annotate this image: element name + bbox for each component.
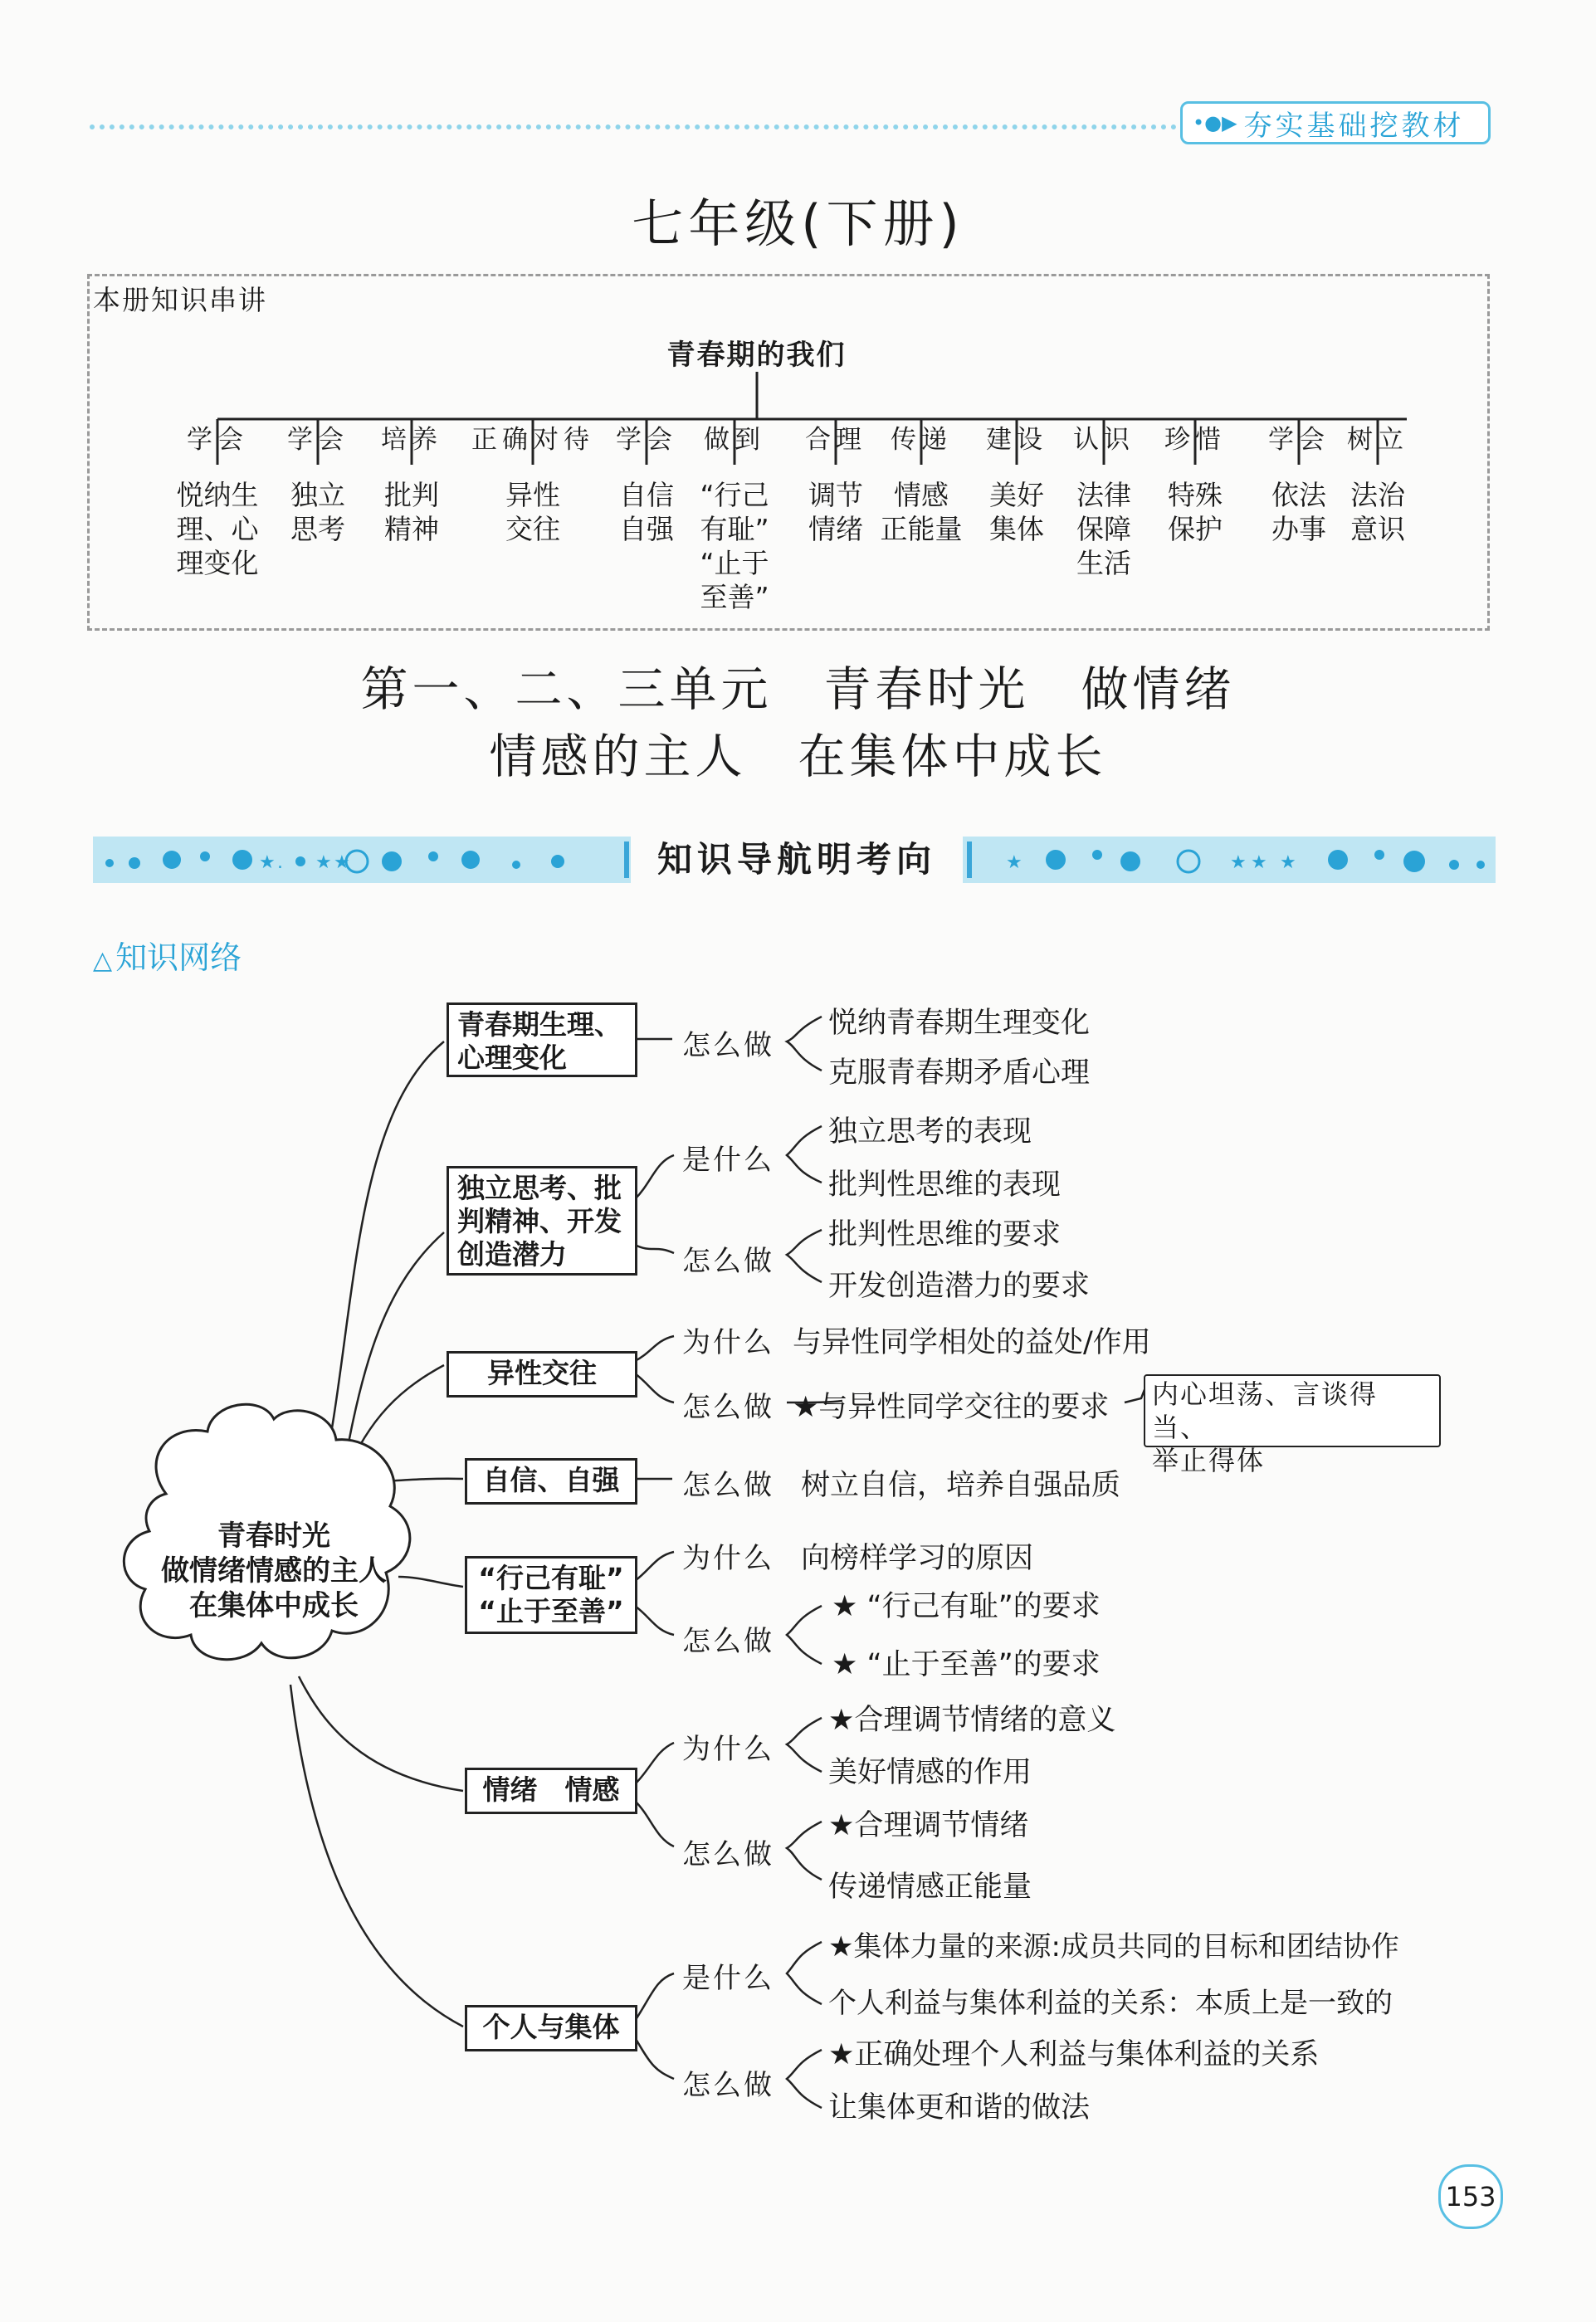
- item-text: 克服青春期矛盾心理: [828, 1056, 1091, 1090]
- triangle-icon: △: [93, 946, 113, 975]
- svg-text:★: ★: [259, 852, 276, 873]
- nav-title: 知识导航明考向: [631, 830, 963, 890]
- topic-box-confidence: 自信、自强: [465, 1458, 637, 1505]
- summary-branch-label: 认识: [1073, 425, 1135, 455]
- summary-branch-content: 法律 保障 生活: [1076, 479, 1131, 579]
- summary-branch-content: “行己 有耻” “止于 至善”: [700, 479, 769, 613]
- item-text: 向榜样学习的原因: [801, 1542, 1034, 1575]
- summary-branch-content: 悦纳生 理、心 理变化: [176, 479, 259, 579]
- topic-box-opposite-sex: 异性交往: [447, 1351, 637, 1398]
- item-text: 树立自信，培养自强品质: [801, 1469, 1121, 1502]
- summary-branch-label: 正确对待: [471, 425, 594, 455]
- page-number: 153: [1438, 2164, 1503, 2229]
- question-label: 怎么做: [682, 1029, 774, 1062]
- summary-branch-content: 美好 集体: [989, 479, 1044, 545]
- svg-text:★: ★: [1006, 852, 1023, 873]
- item-text: ★合理调节情绪的意义: [828, 1704, 1116, 1737]
- summary-branch-label: 树立: [1347, 425, 1408, 455]
- item-text: 让集体更和谐的做法: [828, 2091, 1091, 2124]
- summary-branch-label: 传递: [891, 425, 952, 455]
- topic-box-collective: 个人与集体: [465, 2005, 637, 2051]
- question-label: 怎么做: [682, 1838, 774, 1871]
- summary-branch-label: 建设: [986, 425, 1047, 455]
- item-text: 开发创造潜力的要求: [828, 1270, 1091, 1303]
- question-label: 怎么做: [682, 1625, 774, 1658]
- svg-text:★: ★: [1251, 852, 1267, 873]
- svg-text:★: ★: [334, 852, 350, 873]
- summary-branch-label: 合理: [805, 425, 866, 455]
- item-text: 传递情感正能量: [828, 1871, 1032, 1904]
- question-label: 怎么做: [682, 1391, 774, 1424]
- summary-branch-label: 学会: [616, 425, 677, 455]
- summary-branch-content: 独立 思考: [290, 479, 345, 545]
- section-tag-label: 夯实基础挖教材: [1243, 109, 1465, 143]
- svg-text:★: ★: [1280, 852, 1296, 873]
- summary-branch-label: 学会: [287, 425, 349, 455]
- center-line: 做情绪情感的主人: [161, 1554, 387, 1588]
- center-line: 在集体中成长: [189, 1589, 359, 1622]
- topic-box-role-model: “行己有耻” “止于至善”: [465, 1556, 637, 1634]
- summary-branch-label: 学会: [1268, 425, 1330, 455]
- summary-branch-label: 做到: [704, 425, 765, 455]
- item-text: ★ “行己有耻”的要求: [832, 1590, 1101, 1623]
- item-text: 批判性思维的要求: [828, 1218, 1062, 1251]
- question-label: 怎么做: [682, 1469, 774, 1502]
- arrow-icon: •●▶: [1193, 111, 1237, 134]
- svg-text:.: .: [277, 852, 283, 873]
- topic-box-puberty: 青春期生理、 心理变化: [447, 1002, 637, 1077]
- question-label: 是什么: [682, 1962, 774, 1995]
- summary-branch-label: 学会: [187, 425, 248, 455]
- summary-branch-content: 法治 意识: [1350, 479, 1405, 545]
- item-text: ★集体力量的来源:成员共同的目标和团结协作: [828, 1930, 1399, 1963]
- question-label: 是什么: [682, 1144, 774, 1177]
- item-text: ★正确处理个人利益与集体利益的关系: [828, 2038, 1320, 2071]
- summary-label: 本册知识串讲: [93, 284, 267, 316]
- summary-branch-label: 培养: [381, 425, 442, 455]
- svg-text:★: ★: [315, 852, 332, 873]
- center-line: 青春时光: [217, 1520, 330, 1553]
- item-text: ★合理调节情绪: [828, 1809, 1029, 1842]
- question-label: 怎么做: [682, 1245, 774, 1278]
- knowledge-network-heading: △ 知识网络: [93, 939, 242, 976]
- item-text: 与异性同学相处的益处/作用: [793, 1326, 1151, 1359]
- summary-branch-content: 批判 精神: [384, 479, 439, 545]
- question-label: 为什么: [682, 1542, 774, 1575]
- summary-root: 青春期的我们: [666, 339, 847, 372]
- item-text: 美好情感的作用: [828, 1756, 1032, 1789]
- summary-branch-content: 依法 办事: [1271, 479, 1326, 545]
- summary-branch-label: 珍惜: [1164, 425, 1226, 455]
- item-text: ★ “止于至善”的要求: [832, 1648, 1101, 1681]
- item-text: 独立思考的表现: [828, 1115, 1032, 1149]
- topic-box-emotion: 情绪 情感: [465, 1768, 637, 1814]
- question-label: 为什么: [682, 1326, 774, 1359]
- topic-box-thinking: 独立思考、批 判精神、开发 创造潜力: [447, 1166, 637, 1276]
- unit-title-line2: 情感的主人 在集体中成长: [489, 729, 1107, 784]
- summary-branch-content: 特殊 保护: [1168, 479, 1223, 545]
- item-text: 悦纳青春期生理变化: [828, 1007, 1091, 1040]
- center-node: [145, 1519, 403, 1623]
- summary-branch-content: 异性 交往: [505, 479, 560, 545]
- summary-branch-content: 自信 自强: [619, 479, 674, 545]
- summary-branch-content: 调节 情绪: [808, 479, 863, 545]
- question-label: 怎么做: [682, 2069, 774, 2102]
- unit-title-line1: 第一、二、三单元 青春时光 做情绪: [360, 662, 1236, 717]
- book-title: 七年级(下册): [632, 193, 964, 254]
- svg-text:★: ★: [1230, 852, 1247, 873]
- item-text: 个人利益与集体利益的关系：本质上是一致的: [828, 1987, 1393, 2020]
- question-label: 为什么: [682, 1733, 774, 1766]
- item-text: ★与异性同学交往的要求: [793, 1391, 1110, 1424]
- requirement-subbox: 内心坦荡、言谈得当、 举止得体: [1144, 1374, 1441, 1447]
- summary-branch-content: 情感 正能量: [880, 479, 963, 545]
- item-text: 批判性思维的表现: [828, 1168, 1062, 1202]
